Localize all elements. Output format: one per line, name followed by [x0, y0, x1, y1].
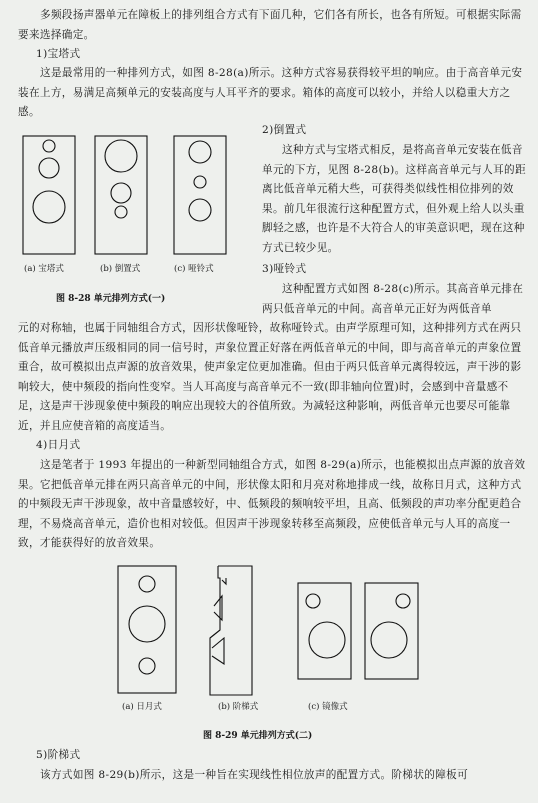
section-body-stepped: 该方式如图 8-29(b)所示，这是一种旨在实现线性相位放声的配置方式。阶梯状的障板可 [40, 769, 469, 781]
section-heading-pagoda: 1)宝塔式 [36, 48, 81, 60]
section-heading-stepped: 5)阶梯式 [36, 749, 81, 761]
section-body-pagoda: 这是最常用的一种排列方式，如图 8-28(a)所示。这种方式容易获得较平坦的响应。由于高音单元安装在上方，易满足高频单元的安装高度与人耳平齐的要求。箱体的高度可以较小，并给人以稳重大方之感。 [18, 67, 523, 119]
figure-8-28a-caption: (a) 宝塔式 [24, 264, 64, 274]
section-body-sun-moon: 这是笔者于 1993 年提出的一种新型同轴组合方式，如图 8-29(a)所示，也能模拟出点声源的放音效果。它把低音单元排在两只高音单元的中间，形状像太阳和月亮对称地排成一线，故称日月式，这种方式的中频段无声干涉现象，故中音量感较好，中、低频段的频响较平坦，且高、低频段的声功率分配更趋合理，不易烧高音单元，造价也相对较低。但因声干涉现象转移至高频段，应使低音单元与人耳的高度一致，才能获得好的放音效果。 [18, 459, 526, 550]
figure-8-29c-caption: (c) 镜像式 [308, 702, 348, 712]
figure-8-29b-speaker [210, 566, 252, 695]
section-body-inverted: 这种方式与宝塔式相反，是将高音单元安装在低音单元的下方，见图 8-28(b)。这样高音单元与人耳的距离比低音单元稍大些，可获得类似线性相位排列的效果。前几年很流行这种配置方式，但外观上给人以头重脚轻之感，也许是不大符合人的审美意识吧，现在这种方式已较少见。 [262, 144, 526, 254]
section-body-dumbbell-b: 元的对称轴，也属于同轴组合方式，因形状像哑铃，故称哑铃式。由声学原理可知，这种排列方式在两只低音单元播放声压级相同的同一信号时，声象位置正好落在两低音单元的中间，即与高音单元的声象位置重合，故可模拟出点声源的放音效果，使声象定位更加准确。但由于两只低音单元离得较远，声干涉的影响较大，使中频段的指向性变窄。当人耳高度与高音单元不一致(即非轴向位置)时，会感到中音量感不足，这是声干涉现象使中频段的响应出现较大的谷值所致。为减轻这种影响，两低音单元也要尽可能靠近，并且应使音箱的高度适当。 [18, 322, 522, 432]
figure-8-28c-speaker [174, 136, 226, 254]
figure-8-29c-speaker-right [365, 583, 418, 679]
section-heading-inverted: 2)倒置式 [262, 124, 307, 136]
figure-8-29-title: 图 8-29 单元排列方式(二) [203, 731, 313, 741]
section-heading-dumbbell: 3)哑铃式 [262, 263, 307, 275]
intro-paragraph: 多频段扬声器单元在障板上的排列组合方式有下面几种，它们各有所长，也各有所短。可根据实际需要来选择确定。 [18, 9, 522, 41]
figure-8-29a-caption: (a) 日月式 [122, 702, 162, 712]
figure-8-28b-speaker [95, 136, 147, 254]
figure-8-28b-caption: (b) 倒置式 [100, 264, 141, 274]
figure-8-29b-caption: (b) 阶梯式 [218, 702, 259, 712]
figure-8-28a-speaker [23, 136, 75, 254]
figure-8-28c-caption: (c) 哑铃式 [174, 264, 214, 274]
section-heading-sun-moon: 4)日月式 [36, 439, 81, 451]
section-body-dumbbell-a: 这种配置方式如图 8-28(c)所示。其高音单元排在两只低音单元的中间。高音单元正好为两低音单 [262, 283, 524, 315]
figure-8-29c-speaker-left [298, 583, 351, 679]
figure-8-28-title: 图 8-28 单元排列方式(一) [56, 294, 166, 304]
figure-8-29a-speaker [118, 566, 176, 693]
